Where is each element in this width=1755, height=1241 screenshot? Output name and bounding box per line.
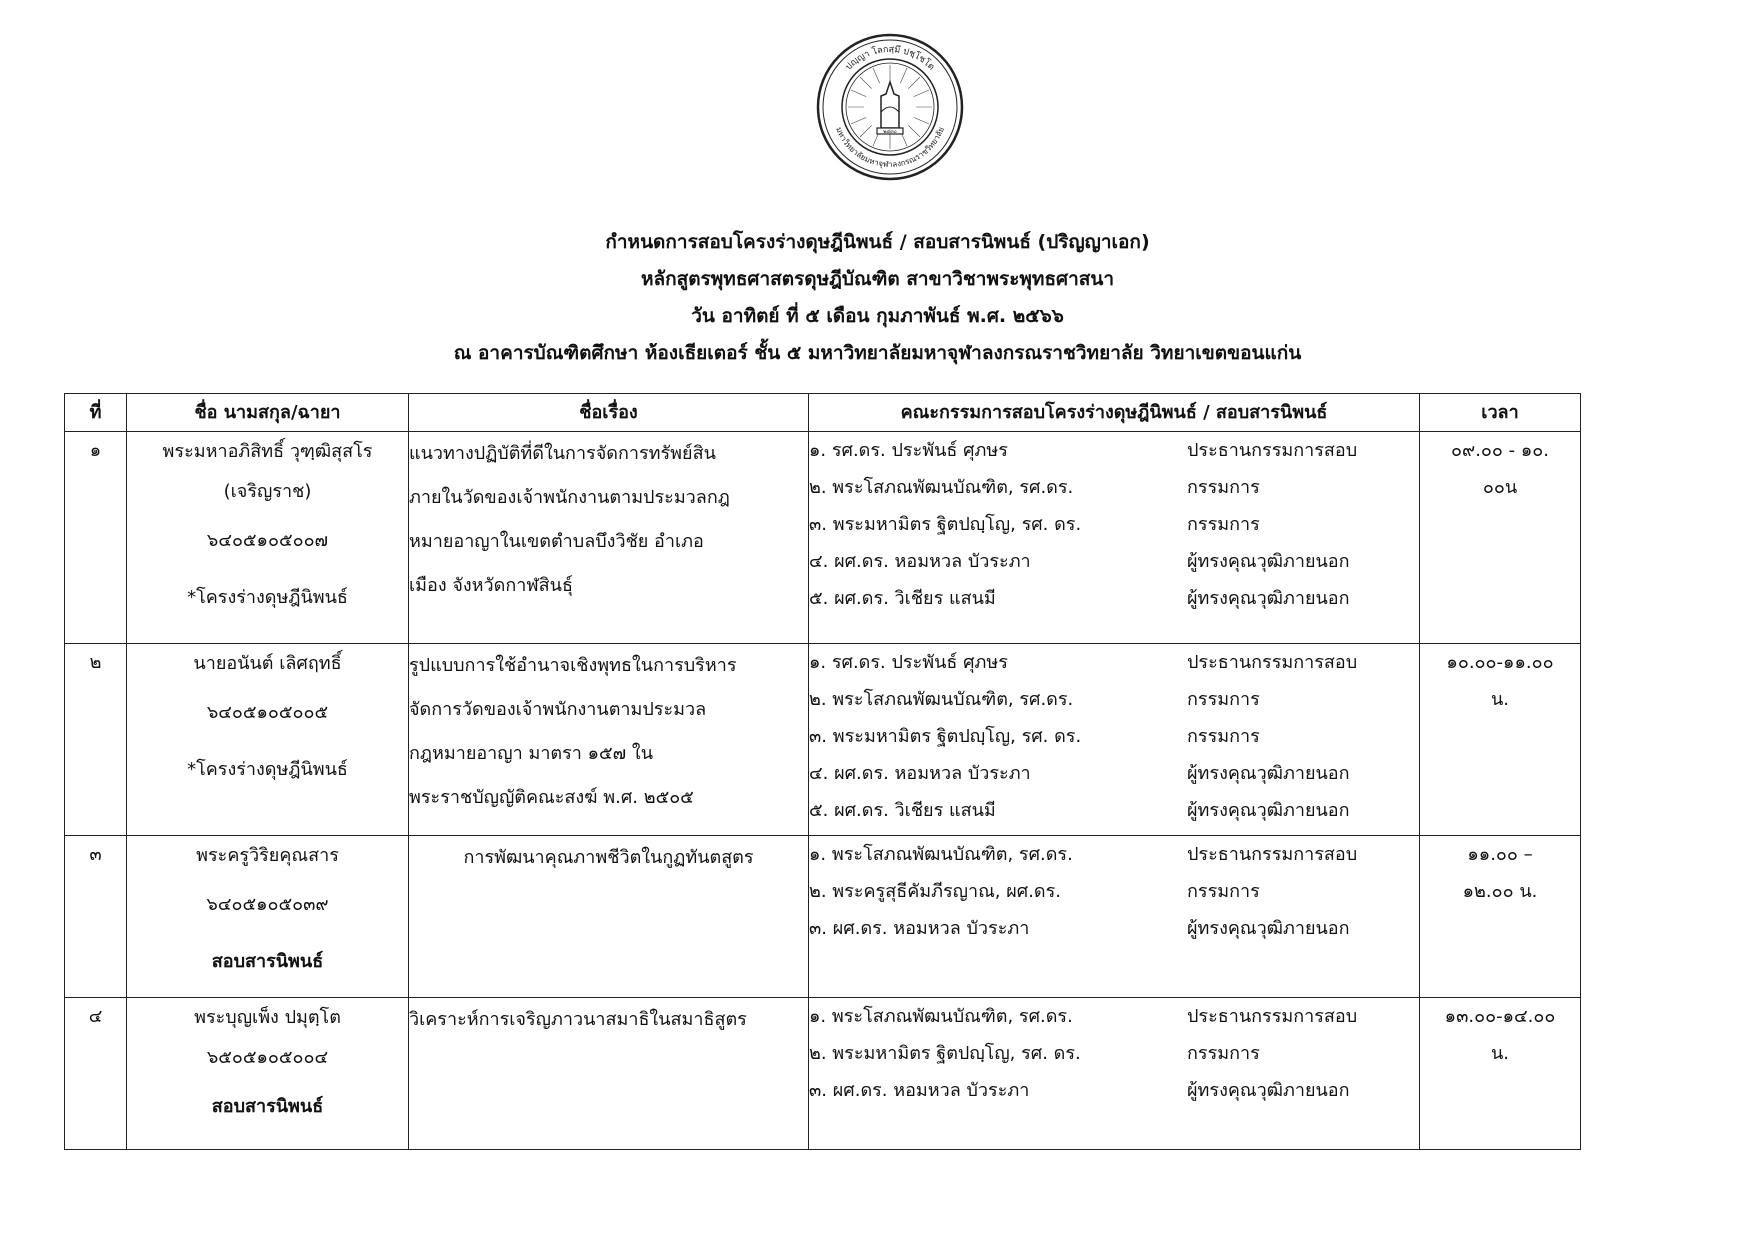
candidate-name: พระมหาอภิสิทธิ์ วุฑฺฒิสุสโร (162, 441, 373, 462)
committee-member (809, 543, 1419, 580)
candidate-cell (127, 998, 409, 1150)
table-header-row (65, 394, 1581, 432)
member-role: ผู้ทรงคุณวุฒิภายนอก (1187, 800, 1350, 821)
time-cell (1420, 998, 1581, 1150)
member-name: ๔. ผศ.ดร. หอมหวล บัวระภา (809, 551, 1031, 572)
seal-text-bottom: มหาวิทยาลัยมหาจุฬาลงกรณราชวิทยาลัย (834, 125, 946, 170)
thesis-title-line: วิเคราะห์การเจริญภาวนาสมาธิในสมาธิสูตร (409, 1009, 747, 1030)
member-name: ๔. ผศ.ดร. หอมหวล บัวระภา (809, 763, 1031, 784)
heading-date: วัน อาทิตย์ ที่ ๕ เดือน กุมภาพันธ์ พ.ศ. ๒๕๖๖ (691, 305, 1064, 327)
university-seal-logo (815, 32, 965, 182)
member-name: ๕. ผศ.ดร. วิเชียร แสนมี (809, 588, 996, 609)
thesis-title-line: ภายในวัดของเจ้าพนักงานตามประมวลกฎ (409, 487, 730, 508)
thesis-title-line: การพัฒนาคุณภาพชีวิตในกูฏทันตสูตร (463, 847, 754, 868)
member-role: ประธานกรรมการสอบ (1187, 1006, 1358, 1027)
member-name: ๓. พระมหามิตร ฐิตปญฺโญ, รศ. ดร. (809, 726, 1082, 747)
committee-member (809, 432, 1419, 469)
col-header-name: ชื่อ นามสกุล/ฉายา (127, 394, 409, 432)
member-role: ผู้ทรงคุณวุฒิภายนอก (1187, 763, 1350, 784)
member-name: ๕. ผศ.ดร. วิเชียร แสนมี (809, 800, 996, 821)
time-cell (1420, 644, 1581, 836)
member-name: ๑. รศ.ดร. ประพันธ์ ศุภษร (809, 652, 1008, 673)
member-name: ๒. พระโสภณพัฒนบัณฑิต, รศ.ดร. (809, 689, 1074, 710)
thesis-title-line: แนวทางปฏิบัติที่ดีในการจัดการทรัพย์สิน (409, 443, 716, 464)
committee-member (809, 681, 1419, 718)
time-value: ๑๑.๐๐ – (1467, 844, 1533, 865)
member-name: ๓. ผศ.ดร. หอมหวล บัวระภา (809, 918, 1030, 939)
member-name: ๒. พระมหามิตร ฐิตปญฺโญ, รศ. ดร. (809, 1043, 1081, 1064)
committee-member (809, 910, 1419, 947)
heading-program: หลักสูตรพุทธศาสตรดุษฎีบัณฑิต สาขาวิชาพระพุทธศาสนา (640, 268, 1115, 290)
time-value: น. (1490, 689, 1510, 710)
committee-member (809, 1072, 1419, 1109)
member-name: ๒. พระครูสุธีคัมภีรญาณ, ผศ.ดร. (809, 881, 1061, 902)
member-role: ประธานกรรมการสอบ (1187, 652, 1358, 673)
committee-member (809, 755, 1419, 792)
committee-member (809, 718, 1419, 755)
heading-location: ณ อาคารบัณฑิตศึกษา ห้องเธียเตอร์ ชั้น ๕ มหาวิทยาลัยมหาจุฬาลงกรณราชวิทยาลัย วิทยาเขตขอนแก่น (453, 342, 1302, 364)
member-role: กรรมการ (1187, 477, 1260, 498)
exam-type: *โครงร่างดุษฎีนิพนธ์ (187, 587, 348, 608)
exam-type: *โครงร่างดุษฎีนิพนธ์ (187, 759, 348, 780)
member-role: กรรมการ (1187, 1043, 1260, 1064)
document-heading (0, 228, 1755, 367)
seal-text-top: ปญฺญา โลกสฺมึ ปชฺโชโต (843, 44, 937, 73)
member-role: ผู้ทรงคุณวุฒิภายนอก (1187, 588, 1350, 609)
member-name: ๓. ผศ.ดร. หอมหวล บัวระภา (809, 1080, 1030, 1101)
time-value: ๐๙.๐๐ - ๑๐. (1451, 440, 1549, 461)
time-value: น. (1490, 1043, 1510, 1064)
table-row (65, 998, 1581, 1150)
committee-member (809, 873, 1419, 910)
exam-type: สอบสารนิพนธ์ (211, 1096, 324, 1117)
time-value: ๐๐น (1482, 477, 1518, 498)
student-id: ๖๕๐๕๑๐๕๐๐๔ (206, 1047, 329, 1068)
member-name: ๓. พระมหามิตร ฐิตปญฺโญ, รศ. ดร. (809, 514, 1082, 535)
member-name: ๑. รศ.ดร. ประพันธ์ ศุภษร (809, 440, 1008, 461)
member-role: ผู้ทรงคุณวุฒิภายนอก (1187, 918, 1350, 939)
candidate-cell (127, 432, 409, 644)
time-value: ๑๒.๐๐ น. (1462, 881, 1538, 902)
member-role: กรรมการ (1187, 689, 1260, 710)
thesis-title-cell (409, 644, 809, 836)
member-role: ประธานกรรมการสอบ (1187, 440, 1358, 461)
thesis-title-line: พระราชบัญญัติคณะสงฆ์ พ.ศ. ๒๕๐๕ (409, 787, 694, 808)
col-header-time: เวลา (1420, 394, 1581, 432)
member-role: ผู้ทรงคุณวุฒิภายนอก (1187, 551, 1350, 572)
committee-member (809, 580, 1419, 617)
committee-cell (809, 432, 1420, 644)
row-number: ๓ (65, 836, 127, 998)
thesis-title-line: หมายอาญาในเขตตำบลบึงวิชัย อำเภอ (409, 531, 704, 552)
student-id: ๖๔๐๕๑๐๕๐๐๕ (206, 702, 329, 723)
committee-member (809, 506, 1419, 543)
committee-member (809, 469, 1419, 506)
committee-member (809, 644, 1419, 681)
member-name: ๑. พระโสภณพัฒนบัณฑิต, รศ.ดร. (809, 1006, 1073, 1027)
student-id: ๖๔๐๕๑๐๕๐๓๙ (206, 894, 329, 915)
thesis-title-line: รูปแบบการใช้อำนาจเชิงพุทธในการบริหาร (409, 655, 737, 676)
table-row (65, 644, 1581, 836)
thesis-title-cell (409, 836, 809, 998)
thesis-title-cell (409, 432, 809, 644)
committee-member (809, 998, 1419, 1035)
candidate-name: พระครูวิริยคุณสาร (196, 845, 339, 866)
heading-title: กำหนดการสอบโครงร่างดุษฎีนิพนธ์ / สอบสารนิพนธ์ (ปริญญาเอก) (605, 231, 1150, 253)
candidate-surname-note: (เจริญราช) (223, 481, 312, 502)
col-header-title: ชื่อเรื่อง (409, 394, 809, 432)
committee-member (809, 1035, 1419, 1072)
col-header-committee: คณะกรรมการสอบโครงร่างดุษฎีนิพนธ์ / สอบสารนิพนธ์ (809, 394, 1420, 432)
thesis-title-cell (409, 998, 809, 1150)
candidate-cell (127, 836, 409, 998)
table-row (65, 836, 1581, 998)
row-number: ๒ (65, 644, 127, 836)
table-row (65, 432, 1581, 644)
time-cell (1420, 432, 1581, 644)
candidate-name: พระบุญเพ็ง ปมุตฺโต (194, 1007, 341, 1028)
member-role: กรรมการ (1187, 726, 1260, 747)
row-number: ๔ (65, 998, 127, 1150)
time-cell (1420, 836, 1581, 998)
member-name: ๑. พระโสภณพัฒนบัณฑิต, รศ.ดร. (809, 844, 1073, 865)
seal-year: ๒๔๓๐ (883, 129, 897, 135)
member-role: ประธานกรรมการสอบ (1187, 844, 1358, 865)
member-role: ผู้ทรงคุณวุฒิภายนอก (1187, 1080, 1350, 1101)
thesis-title-line: กฎหมายอาญา มาตรา ๑๕๗ ใน (409, 743, 654, 764)
time-value: ๑๐.๐๐-๑๑.๐๐ (1446, 652, 1554, 673)
student-id: ๖๔๐๕๑๐๕๐๐๗ (206, 530, 329, 551)
member-role: กรรมการ (1187, 514, 1260, 535)
row-number: ๑ (65, 432, 127, 644)
col-header-no: ที่ (65, 394, 127, 432)
candidate-name: นายอนันต์ เลิศฤทธิ์ (193, 653, 342, 674)
committee-cell (809, 836, 1420, 998)
thesis-title-line: จัดการวัดของเจ้าพนักงานตามประมวล (409, 699, 707, 720)
committee-cell (809, 998, 1420, 1150)
exam-type: สอบสารนิพนธ์ (211, 951, 324, 972)
thesis-title-line: เมือง จังหวัดกาฬสินธุ์ (409, 575, 573, 596)
committee-cell (809, 644, 1420, 836)
member-role: กรรมการ (1187, 881, 1260, 902)
committee-member (809, 836, 1419, 873)
exam-schedule-table (64, 393, 1581, 1150)
committee-member (809, 792, 1419, 829)
member-name: ๒. พระโสภณพัฒนบัณฑิต, รศ.ดร. (809, 477, 1074, 498)
time-value: ๑๓.๐๐-๑๔.๐๐ (1444, 1006, 1556, 1027)
candidate-cell (127, 644, 409, 836)
